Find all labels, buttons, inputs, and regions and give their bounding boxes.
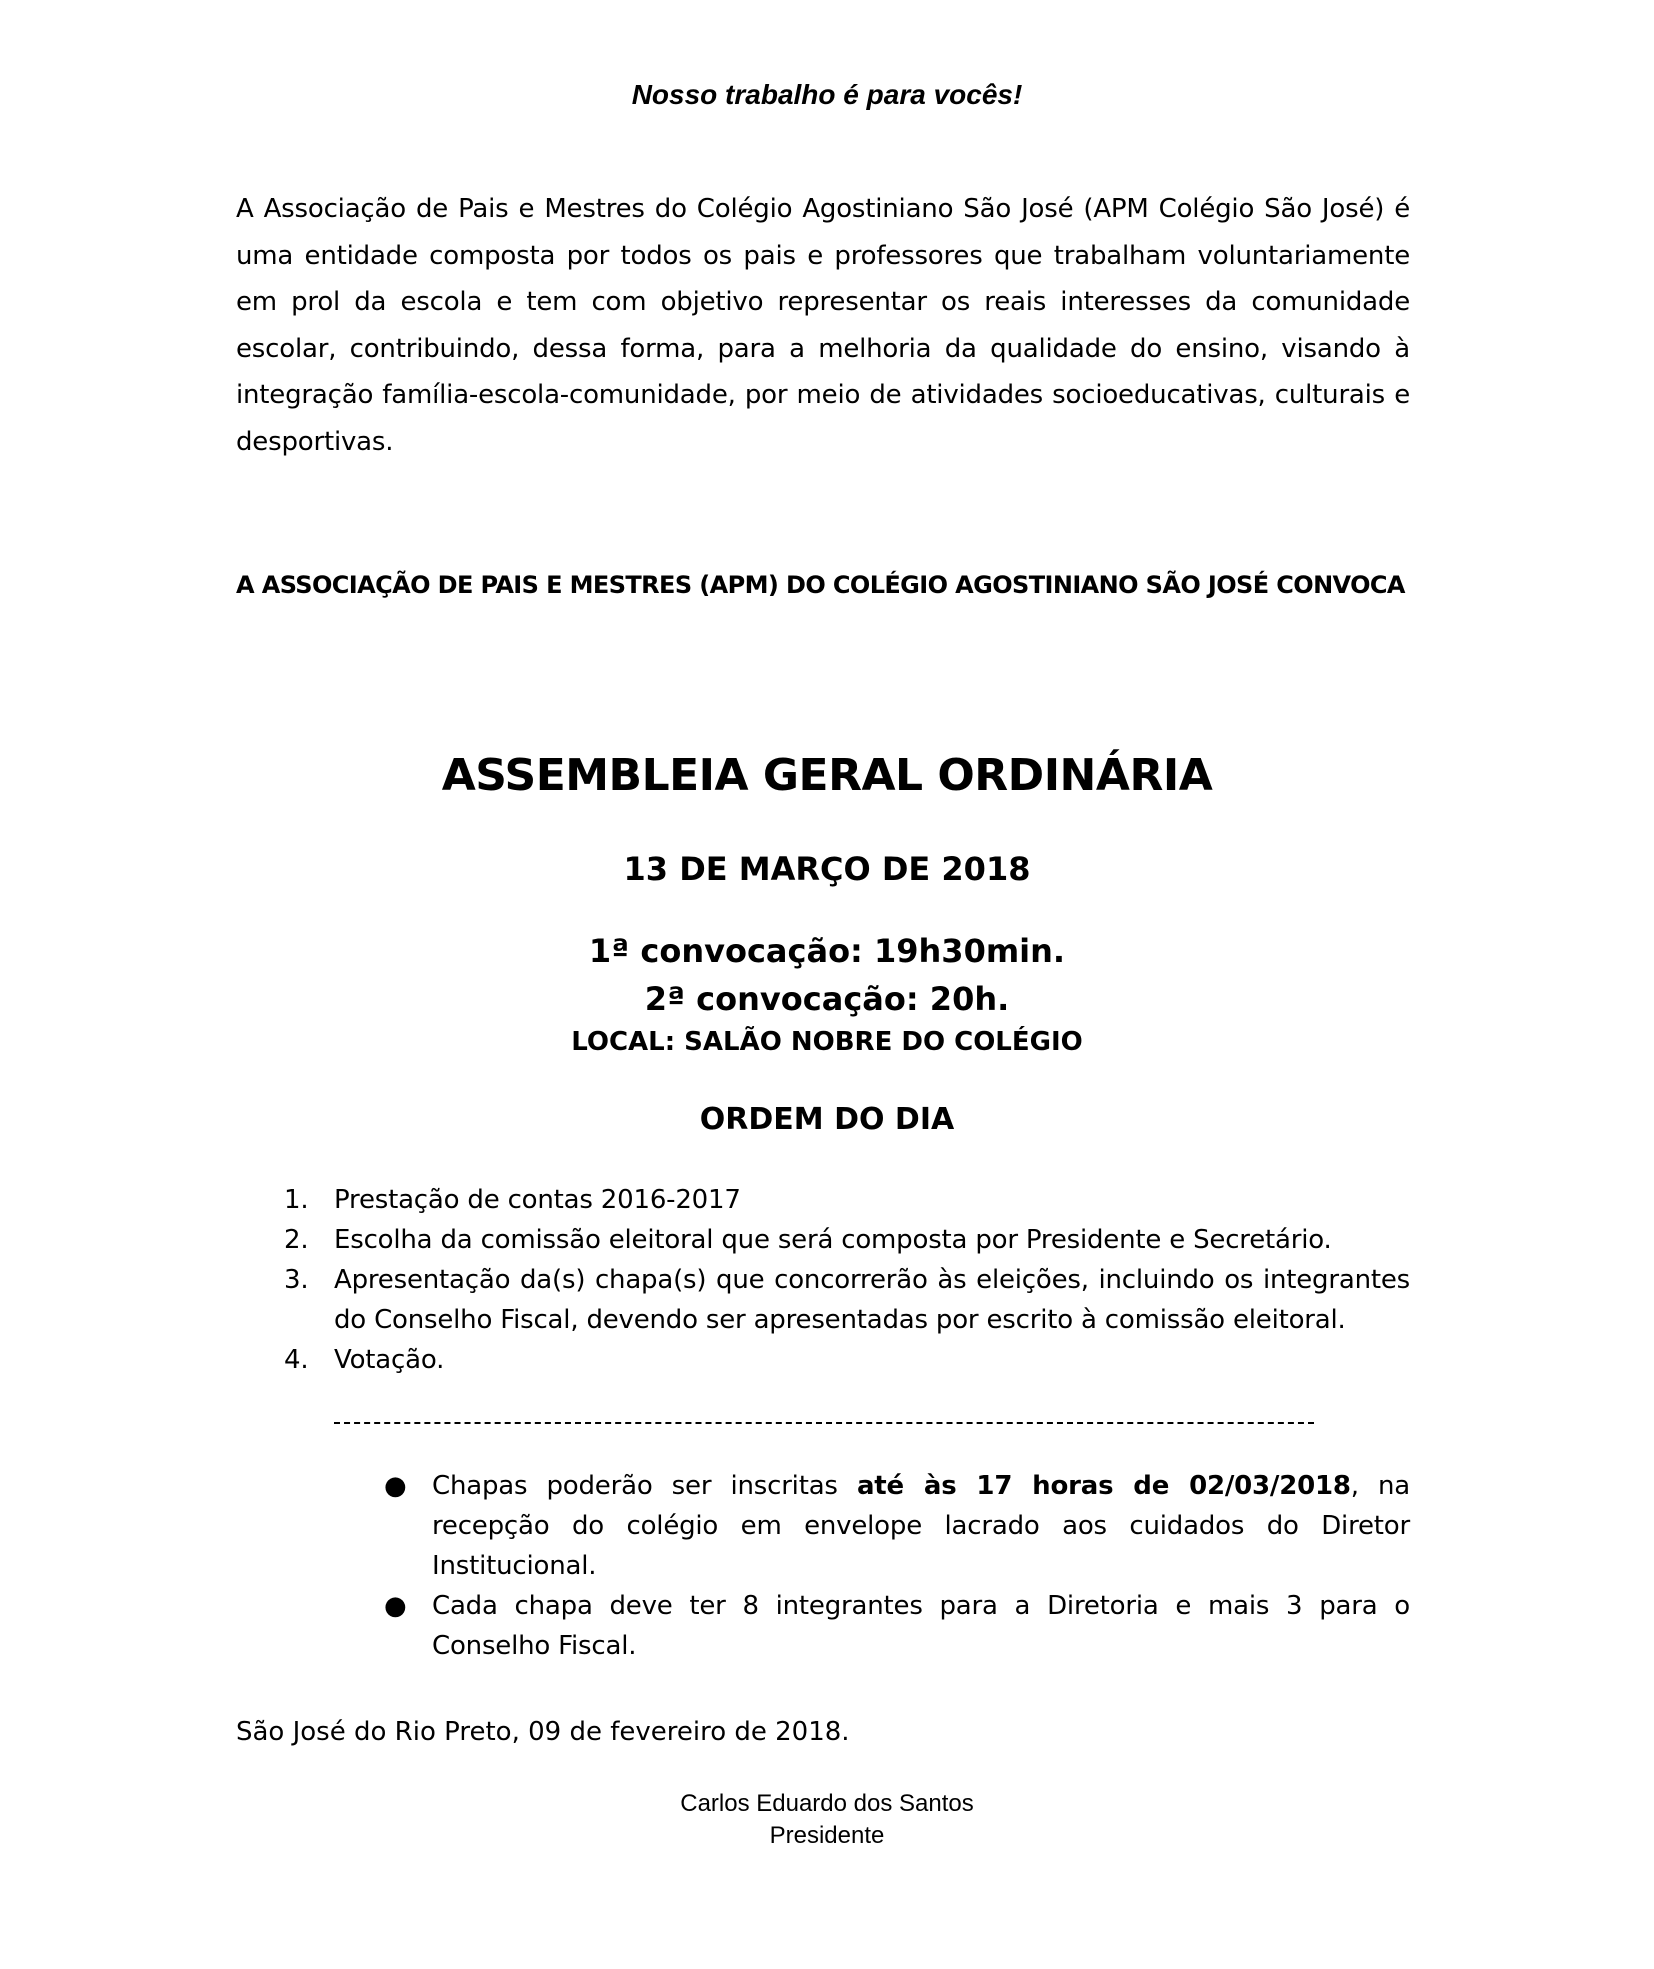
note-deadline: até às 17 horas de 02/03/2018 bbox=[856, 1471, 1351, 1501]
agenda-item-text: Escolha da comissão eleitoral que será composta por Presidente e Secretário. bbox=[334, 1225, 1332, 1255]
agenda-item-number: 4. bbox=[284, 1345, 309, 1375]
note-item bbox=[334, 1586, 1410, 1666]
agenda-item-text: Votação. bbox=[334, 1345, 445, 1375]
agenda-item bbox=[236, 1340, 1410, 1380]
meeting-location: LOCAL: SALÃO NOBRE DO COLÉGIO bbox=[571, 1027, 1083, 1057]
convocation-statement: A ASSOCIAÇÃO DE PAIS E MESTRES (APM) DO COLÉGIO AGOSTINIANO SÃO JOSÉ CONVOCA bbox=[236, 571, 1405, 599]
first-call-time: 1ª convocação: 19h30min. bbox=[588, 932, 1066, 970]
agenda-item-number: 2. bbox=[284, 1225, 309, 1255]
note-text-before: Chapas poderão ser inscritas bbox=[432, 1471, 857, 1501]
signatory-role: Presidente bbox=[769, 1822, 885, 1849]
bullet-icon: ● bbox=[384, 1471, 407, 1501]
second-call-time: 2ª convocação: 20h. bbox=[644, 980, 1010, 1018]
agenda-item bbox=[236, 1180, 1410, 1220]
assembly-date: 13 DE MARÇO DE 2018 bbox=[623, 850, 1031, 888]
agenda-list bbox=[236, 1180, 1410, 1380]
agenda-item-number: 1. bbox=[284, 1185, 309, 1215]
notes-list bbox=[334, 1466, 1410, 1666]
place-and-date: São José do Rio Preto, 09 de fevereiro de 2018. bbox=[236, 1717, 850, 1747]
agenda-item-text: Prestação de contas 2016-2017 bbox=[334, 1185, 741, 1215]
motto-heading: Nosso trabalho é para vocês! bbox=[631, 79, 1023, 110]
intro-paragraph: A Associação de Pais e Mestres do Colégio Agostiniano São José (APM Colégio São José) é uma entidade composta por todos os pais e professores que trabalham voluntariamente em prol da escola e tem com objetivo representar os reais interesses da comunidade escolar, contribuindo, dessa forma, para a melhoria da qualidade do ensino, visando à integração família-escola-comunidade, por meio de atividades socioeducativas, culturais e desportivas. bbox=[236, 194, 1410, 457]
bullet-icon: ● bbox=[384, 1591, 407, 1621]
agenda-item-number: 3. bbox=[284, 1265, 309, 1295]
agenda-item bbox=[236, 1220, 1410, 1260]
note-text-after: , na recepção do colégio em envelope lacrado aos cuidados do Diretor Institucional. bbox=[432, 1471, 1411, 1581]
dashed-divider bbox=[334, 1422, 1314, 1424]
note-text: Cada chapa deve ter 8 integrantes para a Diretoria e mais 3 para o Conselho Fiscal. bbox=[432, 1591, 1410, 1661]
agenda-item bbox=[236, 1260, 1410, 1340]
agenda-item-text: Apresentação da(s) chapa(s) que concorrerão às eleições, incluindo os integrantes do Conselho Fiscal, devendo ser apresentadas por escrito à comissão eleitoral. bbox=[334, 1265, 1410, 1335]
agenda-title: ORDEM DO DIA bbox=[699, 1102, 955, 1137]
signatory-name: Carlos Eduardo dos Santos bbox=[680, 1790, 974, 1817]
assembly-title: ASSEMBLEIA GERAL ORDINÁRIA bbox=[441, 750, 1213, 801]
note-item bbox=[334, 1466, 1410, 1586]
